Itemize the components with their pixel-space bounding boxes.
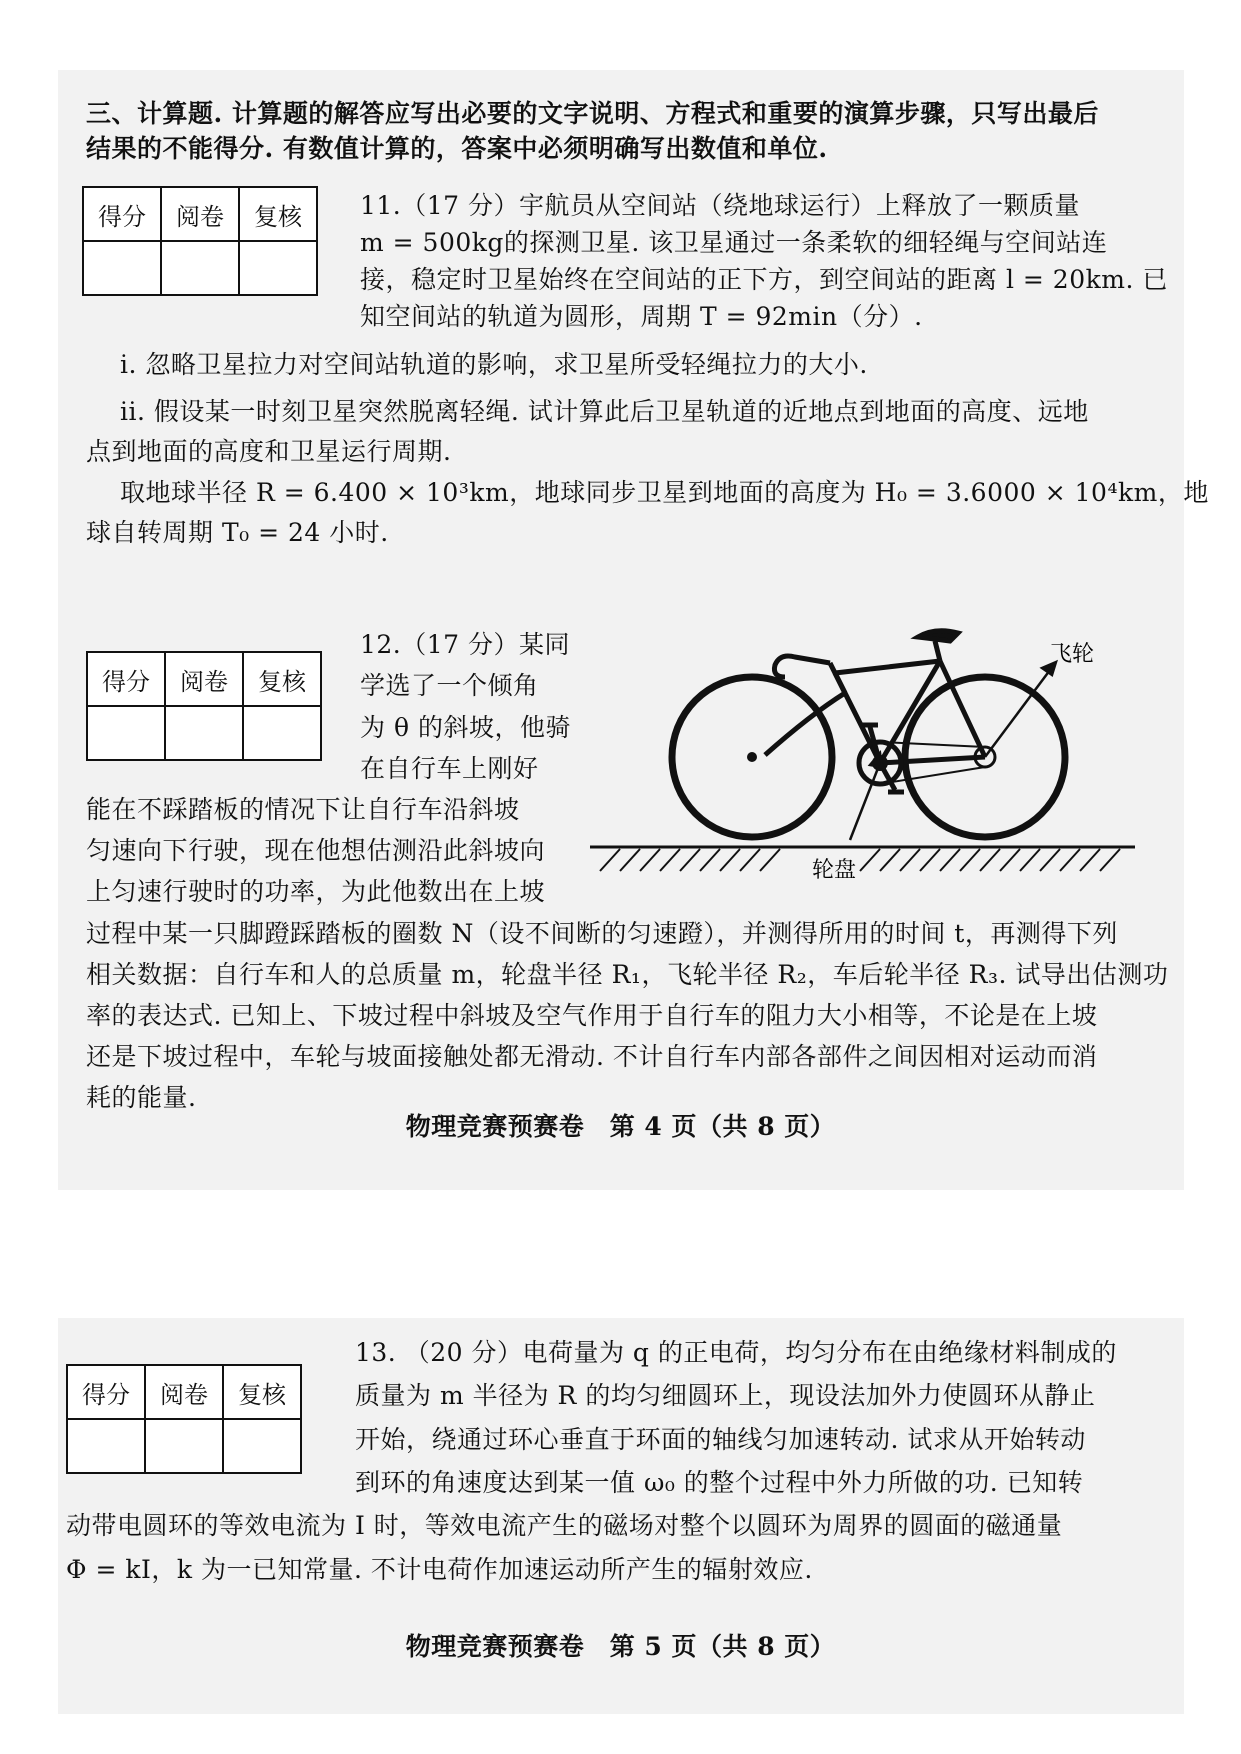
score-cell — [67, 1419, 145, 1473]
q12-col-line3: 为 θ 的斜坡，他骑 — [360, 713, 571, 742]
reviewer-cell — [243, 706, 321, 760]
grader-header: 阅卷 — [145, 1365, 223, 1419]
q13-line6: Φ = kI，k 为一已知常量. 不计电荷作加速运动所产生的辐射效应. — [66, 1555, 813, 1584]
q12-col-line7: 上匀速行驶时的功率，为此他数出在上坡 — [86, 877, 546, 906]
q11-part-ii-line2: 点到地面的高度和卫星运行周期. — [86, 437, 452, 466]
q11-line4: 知空间站的轨道为圆形，周期 T = 92min（分）. — [360, 302, 923, 331]
q12-col-line2: 学选了一个倾角 — [360, 671, 539, 700]
q12-full-line1: 过程中某一只脚蹬踩踏板的圈数 N（设不间断的匀速蹬），并测得所用的时间 t，再测得下列 — [86, 919, 1118, 948]
flywheel-label: 飞轮 — [1050, 642, 1095, 667]
q12-full-line2: 相关数据：自行车和人的总质量 m，轮盘半径 R₁，飞轮半径 R₂，车后轮半径 R₃. 试导出估测功 — [86, 960, 1169, 989]
q11-given-line1: 取地球半径 R = 6.400 × 10³km，地球同步卫星到地面的高度为 H₀ = 3.6000 × 10⁴km，地 — [120, 478, 1209, 507]
grader-cell — [161, 241, 239, 295]
q11-line1: 11.（17 分）宇航员从空间站（绕地球运行）上释放了一颗质量 — [360, 191, 1081, 220]
q11-part-ii-line1: ii. 假设某一时刻卫星突然脱离轻绳. 试计算此后卫星轨道的近地点到地面的高度、远地 — [120, 397, 1089, 426]
q11-score-table — [82, 186, 318, 296]
q12-full-line3: 率的表达式. 已知上、下坡过程中斜坡及空气作用于自行车的阻力大小相等，不论是在上坡 — [86, 1001, 1098, 1030]
grader-cell — [165, 706, 243, 760]
q12-full-line5: 耗的能量. — [86, 1083, 197, 1112]
section-header-line2: 结果的不能得分. 有数值计算的，答案中必须明确写出数值和单位. — [86, 134, 828, 163]
q13-line1: 13. （20 分）电荷量为 q 的正电荷，均匀分布在由绝缘材料制成的 — [355, 1338, 1117, 1367]
grader-header: 阅卷 — [161, 187, 239, 241]
q12-score-table — [86, 651, 322, 761]
section-header-line1: 三、计算题. 计算题的解答应写出必要的文字说明、方程式和重要的演算步骤，只写出最后 — [86, 99, 1099, 128]
q12-col-line5: 能在不踩踏板的情况下让自行车沿斜坡 — [86, 795, 520, 824]
q13-line3: 开始，绕通过环心垂直于环面的轴线匀加速转动. 试求从开始转动 — [355, 1425, 1086, 1454]
q11-line2: m = 500kg的探测卫星. 该卫星通过一条柔软的细轻绳与空间站连 — [360, 228, 1108, 257]
front-hub — [747, 752, 757, 762]
reviewer-cell — [223, 1419, 301, 1473]
q11-line3: 接，稳定时卫星始终在空间站的正下方，到空间站的距离 l = 20km. 已 — [360, 265, 1168, 294]
q12-col-line4: 在自行车上刚好 — [360, 754, 539, 783]
q13-line4: 到环的角速度达到某一值 ω₀ 的整个过程中外力所做的功. 已知转 — [355, 1468, 1084, 1497]
q11-part-i: i. 忽略卫星拉力对空间站轨道的影响，求卫星所受轻绳拉力的大小. — [120, 350, 868, 379]
score-header: 得分 — [87, 652, 165, 706]
reviewer-header: 复核 — [239, 187, 317, 241]
chainring-label: 轮盘 — [812, 858, 857, 883]
q13-score-table — [66, 1364, 302, 1474]
score-header: 得分 — [67, 1365, 145, 1419]
q13-line2: 质量为 m 半径为 R 的均匀细圆环上，现设法加外力使圆环从静止 — [355, 1381, 1096, 1410]
q13-line5: 动带电圆环的等效电流为 I 时，等效电流产生的磁场对整个以圆环为周界的圆面的磁通量 — [66, 1511, 1063, 1540]
q12-col-line1: 12.（17 分）某同 — [360, 630, 571, 659]
q11-given-line2: 球自转周期 T₀ = 24 小时. — [86, 518, 389, 547]
footer-page-4: 物理竞赛预赛卷 第 4 页（共 8 页） — [405, 1112, 836, 1141]
footer-page-5: 物理竞赛预赛卷 第 5 页（共 8 页） — [405, 1632, 836, 1661]
score-cell — [87, 706, 165, 760]
reviewer-header: 复核 — [223, 1365, 301, 1419]
q12-full-line4: 还是下坡过程中，车轮与坡面接触处都无滑动. 不计自行车内部各部件之间因相对运动而消 — [86, 1042, 1098, 1071]
score-header: 得分 — [83, 187, 161, 241]
grader-cell — [145, 1419, 223, 1473]
grader-header: 阅卷 — [165, 652, 243, 706]
q12-col-line6: 匀速向下行驶，现在他想估测沿此斜坡向 — [86, 836, 546, 865]
reviewer-cell — [239, 241, 317, 295]
score-cell — [83, 241, 161, 295]
ground-hatching — [600, 849, 1120, 871]
bicycle-figure — [590, 615, 1150, 895]
reviewer-header: 复核 — [243, 652, 321, 706]
